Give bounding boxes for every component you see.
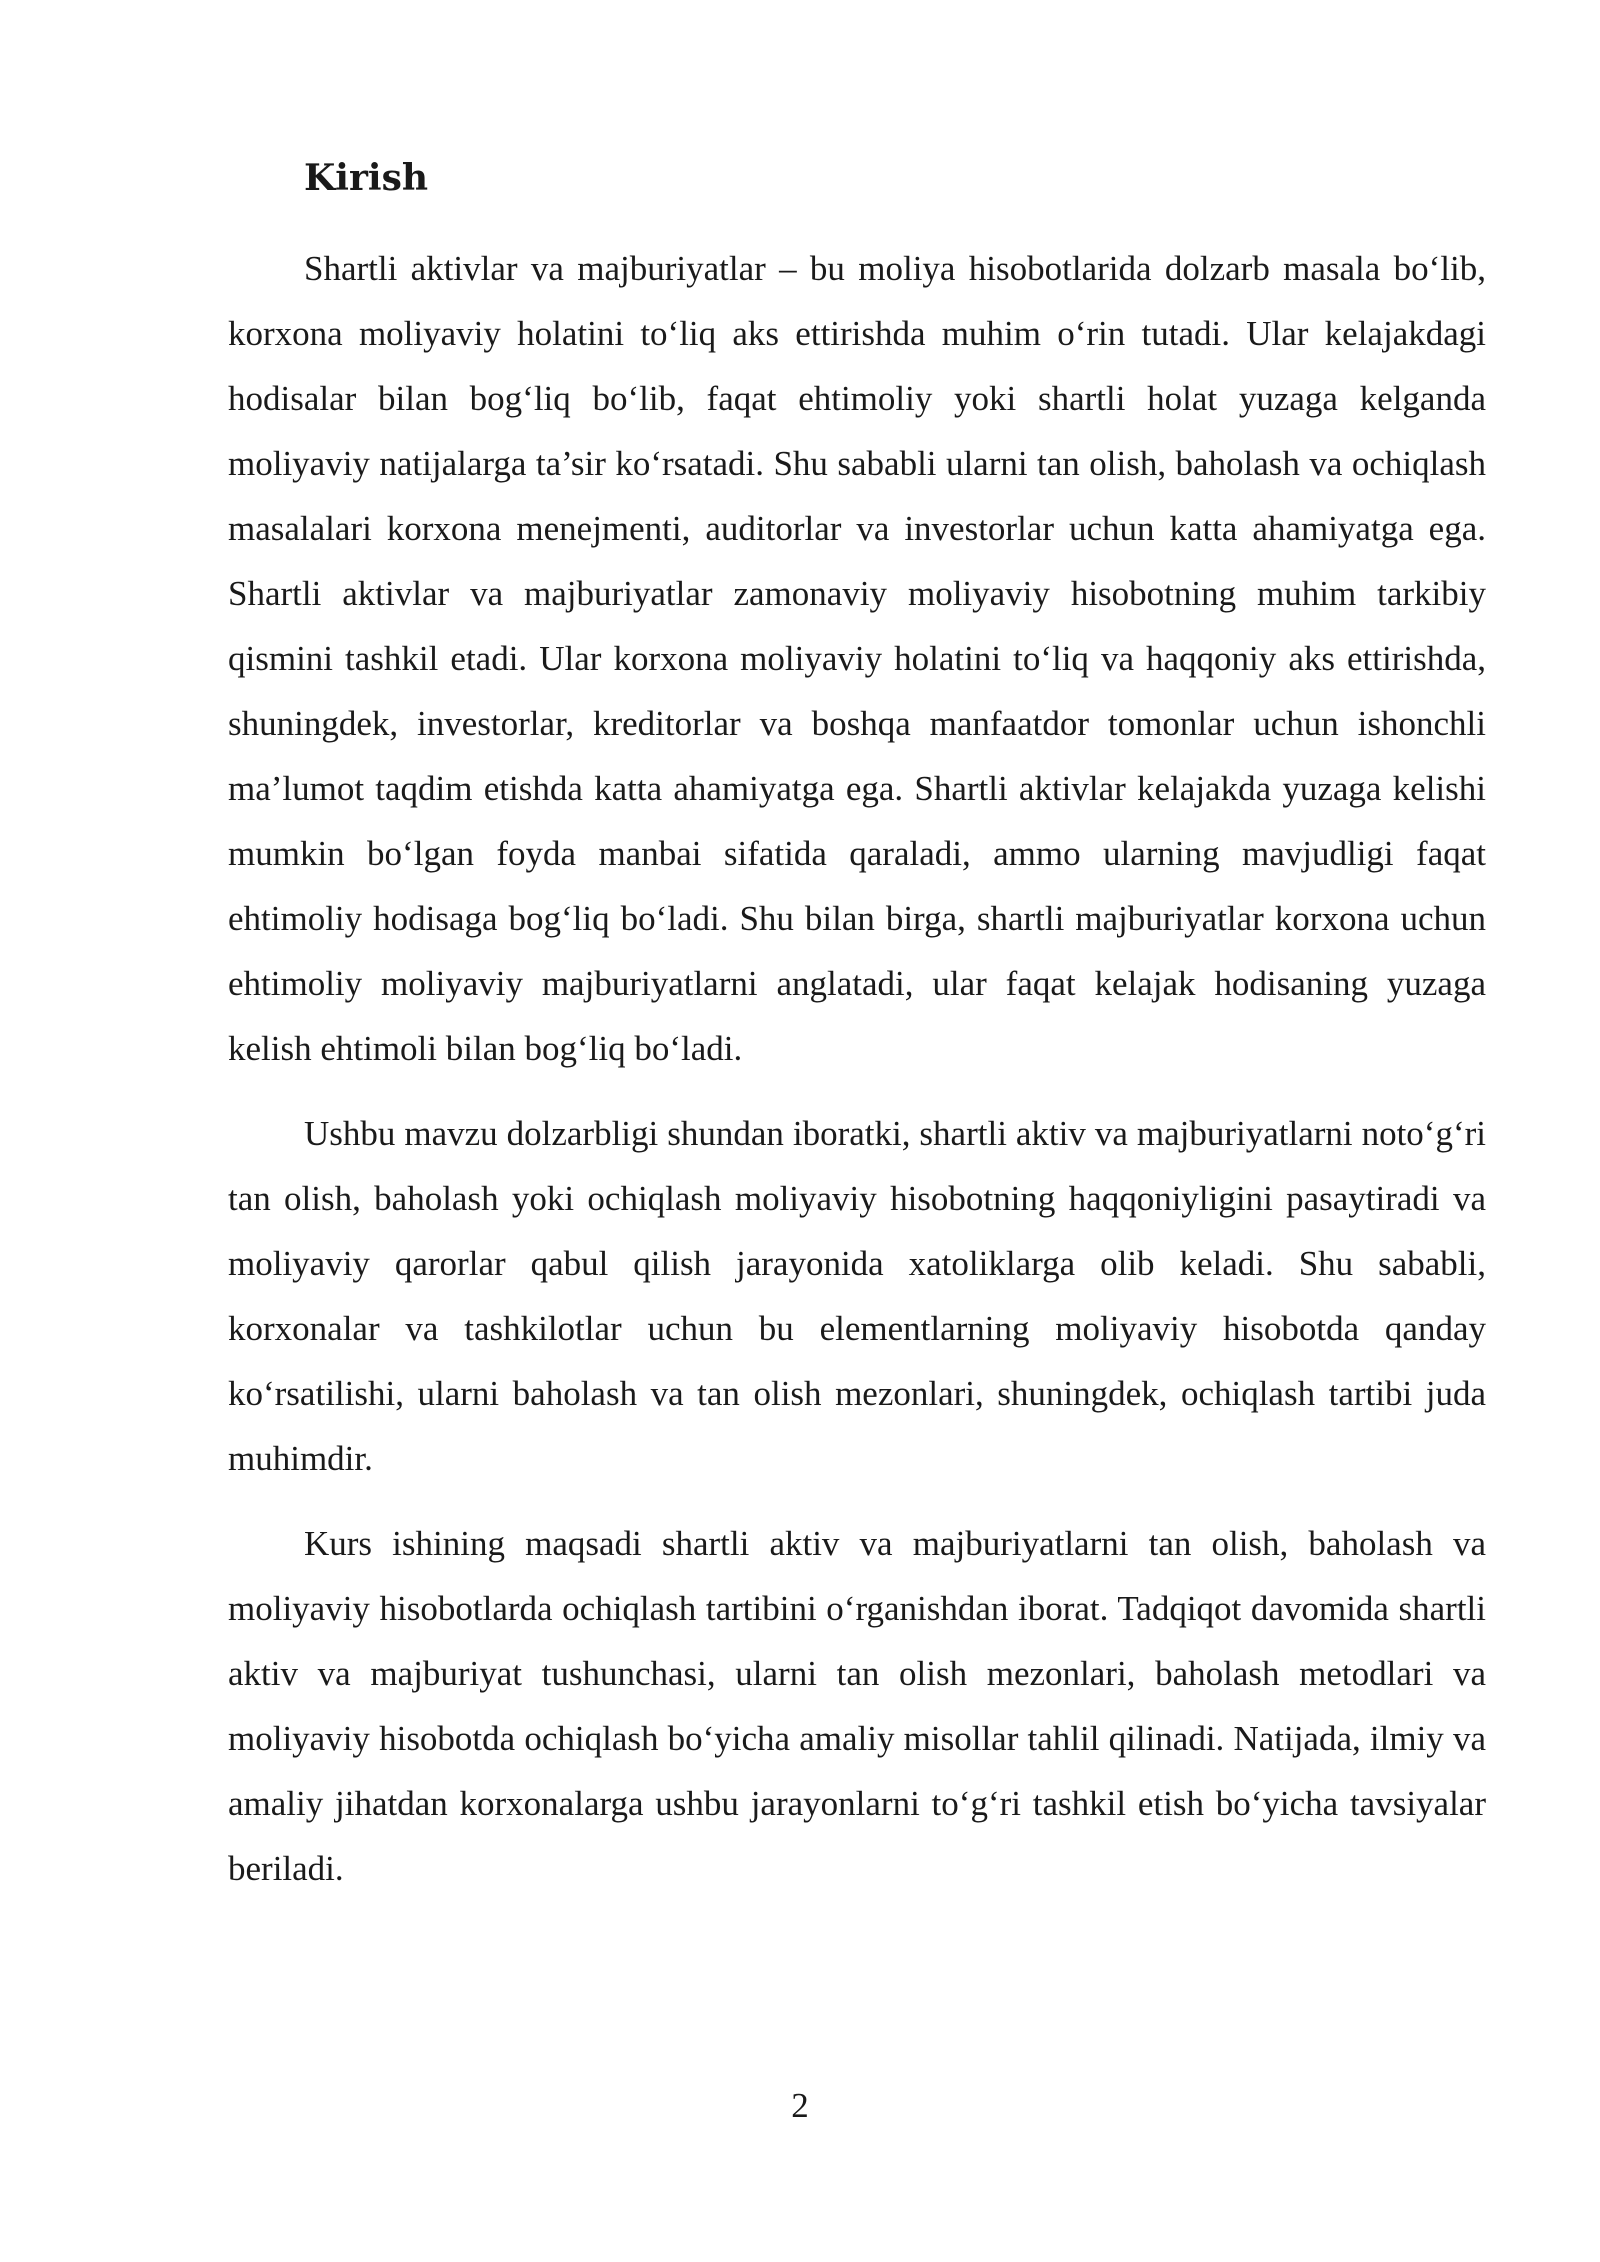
page-content	[228, 148, 1486, 1921]
paragraph-relevance: Ushbu mavzu dolzarbligi shundan iboratki, shartli aktiv va majburiyatlarni noto‘g‘ri tan olish, baholash yoki ochiqlash moliyaviy hisobotning haqqoniyligini pasaytiradi va moliyaviy qarorlar qabul qilish jarayonida xatoliklarga olib keladi. Shu sababli, korxonalar va tashkilotlar uchun bu elementlarning moliyaviy hisobotda qanday ko‘rsatilishi, ularni baholash va tan olish mezonlari, shuningdek, ochiqlash tartibi juda muhimdir.	[228, 1114, 1486, 1478]
paragraph-goal: Kurs ishining maqsadi shartli aktiv va majburiyatlarni tan olish, baholash va moliyaviy hisobotlarda ochiqlash tartibini o‘rganishdan iborat. Tadqiqot davomida shartli aktiv va majburiyat tushunchasi, ularni tan olish mezonlari, baholash metodlari va moliyaviy hisobotda ochiqlash bo‘yicha amaliy misollar tahlil qilinadi. Natijada, ilmiy va amaliy jihatdan korxonalarga ushbu jarayonlarni to‘g‘ri tashkil etish bo‘yicha tavsiyalar beriladi.	[228, 1524, 1486, 1888]
paragraph-intro: Shartli aktivlar va majburiyatlar – bu moliya hisobotlarida dolzarb masala bo‘lib, korxona moliyaviy holatini to‘liq aks ettirishda muhim o‘rin tutadi. Ular kelajakdagi hodisalar bilan bog‘liq bo‘lib, faqat ehtimoliy yoki shartli holat yuzaga kelganda moliyaviy natijalarga ta’sir ko‘rsatadi. Shu sababli ularni tan olish, baholash va ochiqlash masalalari korxona menejmenti, auditorlar va investorlar uchun katta ahamiyatga ega. Shartli aktivlar va majburiyatlar zamonaviy moliyaviy hisobotning muhim tarkibiy qismini tashkil etadi. Ular korxona moliyaviy holatini to‘liq va haqqoniy aks ettirishda, shuningdek, investorlar, kreditorlar va boshqa manfaatdor tomonlar uchun ishonchli ma’lumot taqdim etishda katta ahamiyatga ega. Shartli aktivlar kelajakda yuzaga kelishi mumkin bo‘lgan foyda manbai sifatida qaraladi, ammo ularning mavjudligi faqat ehtimoliy hodisaga bog‘liq bo‘ladi. Shu bilan birga, shartli majburiyatlar korxona uchun ehtimoliy moliyaviy majburiyatlarni anglatadi, ular faqat kelajak hodisaning yuzaga kelish ehtimoli bilan bog‘liq bo‘ladi.	[228, 249, 1486, 1068]
page-number: 2	[791, 2086, 809, 2125]
section-heading: Kirish	[304, 157, 429, 199]
